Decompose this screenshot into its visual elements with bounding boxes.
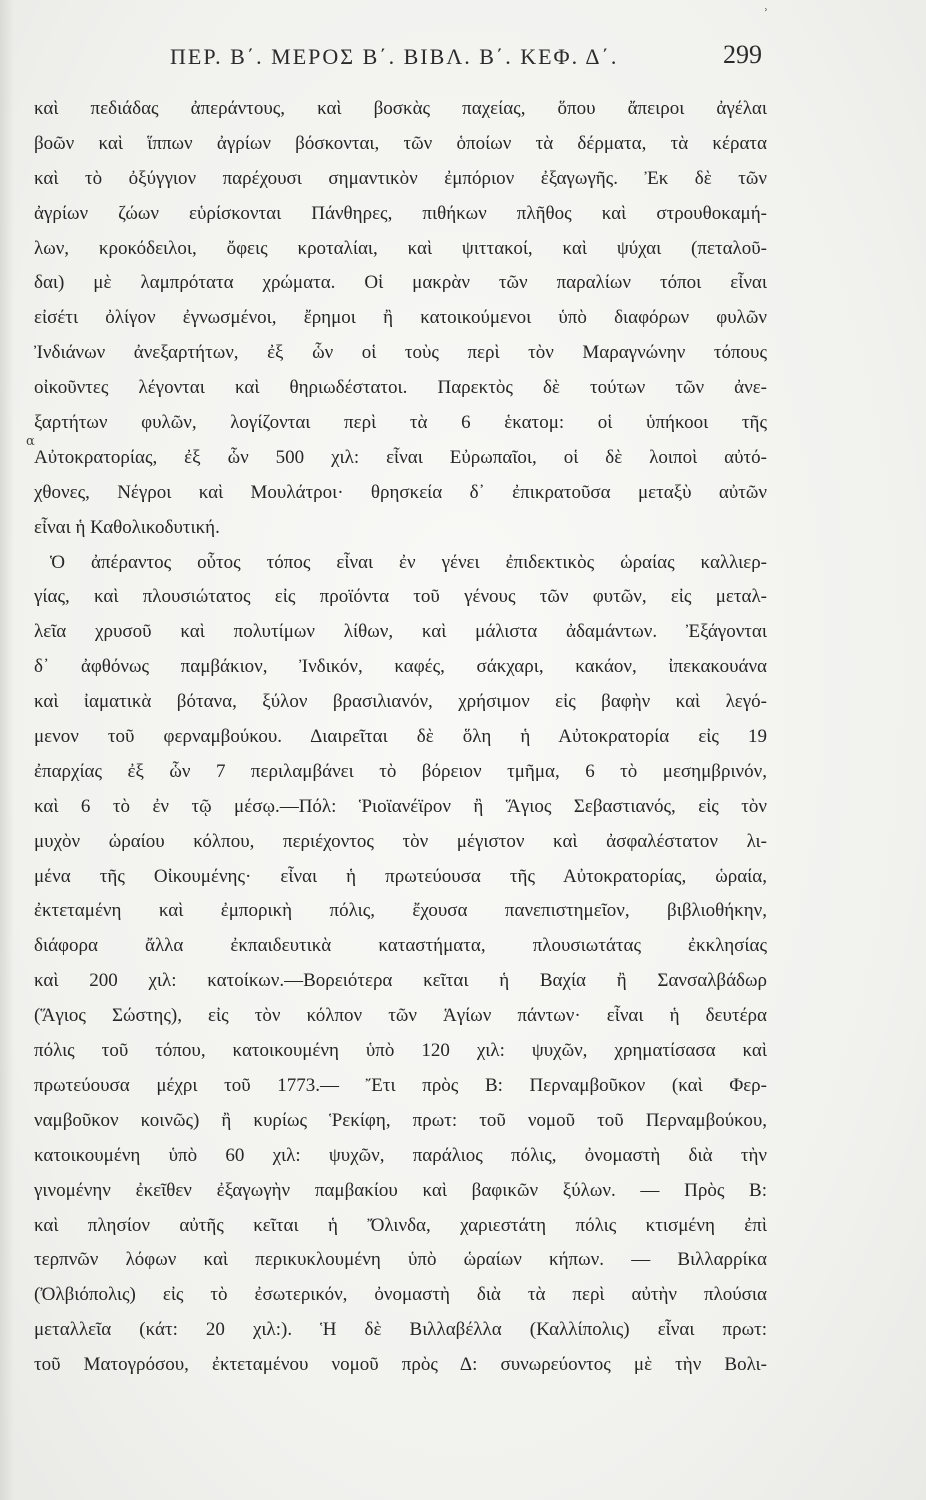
- text-line: δ᾽ ἀφθόνως παμβάκιον, Ἰνδικόν, καφές, σάκχαρι, κακάον, ἰπεκακουάνα: [34, 656, 767, 678]
- text-line: μενον τοῦ φερναμβούκου. Διαιρεῖται δὲ ὅλη ἡ Αὐτοκρατορία εἰς 19: [34, 726, 767, 748]
- text-line: ἐπαρχίας ἐξ ὧν 7 περιλαμβάνει τὸ βόρειον τμῆμα, 6 τὸ μεσημβρινόν,: [34, 760, 767, 782]
- text-line: μεταλλεῖα (κάτ: 20 χιλ:). Ἡ δὲ Βιλλαβέλλα (Καλλίπολις) εἶναι πρωτ:: [34, 1319, 767, 1341]
- text-line: τερπνῶν λόφων καὶ περικυκλουμένη ὑπὸ ὡραίων κήπων. — Βιλλαρρίκα: [34, 1249, 767, 1271]
- text-line: μυχὸν ὡραίου κόλπου, περιέχοντος τὸν μέγιστον καὶ ἀσφαλέστατον λι-: [34, 830, 767, 852]
- text-line: πόλις τοῦ τόπου, κατοικουμένη ὑπὸ 120 χιλ: ψυχῶν, χρηματίσασα καὶ: [34, 1040, 767, 1062]
- top-mark: ʾ: [764, 6, 768, 20]
- text-line: μένα τῆς Οἰκουμένης· εἶναι ἡ πρωτεύουσα τῆς Αὐτοκρατορίας, ὡραία,: [34, 865, 767, 887]
- text-line: (Ὀλβιόπολις) εἰς τὸ ἐσωτερικόν, ὀνομαστὴ διὰ τὰ περὶ αὐτὴν πλούσια: [34, 1284, 767, 1306]
- text-line: εἶναι ἡ Καθολικοδυτική.: [34, 516, 220, 538]
- text-line: εἰσέτι ὀλίγον ἐγνωσμένοι, ἔρημοι ἢ κατοικούμενοι ὑπὸ διαφόρων φυλῶν: [34, 307, 767, 329]
- text-line: καὶ τὸ ὀξύγγιον παρέχουσι σημαντικὸν ἐμπόριον ἐξαγωγῆς. Ἐκ δὲ τῶν: [34, 167, 767, 189]
- text-line: ναμβοῦκον κοινῶς) ἢ κυρίως Ῥεκίφη, πρωτ: τοῦ νομοῦ τοῦ Περναμβούκου,: [34, 1109, 767, 1131]
- text-line: δαι) μὲ λαμπρότατα χρώματα. Οἱ μακρὰν τῶν παραλίων τόποι εἶναι: [34, 272, 767, 294]
- text-line: καὶ πεδιάδας ἀπεράντους, καὶ βοσκὰς παχείας, ὅπου ἄπειροι ἀγέλαι: [34, 98, 767, 119]
- text-line: Ἰνδιάνων ἀνεξαρτήτων, ἐξ ὧν οἱ τοὺς περὶ τὸν Μαραγνώνην τόπους: [34, 342, 767, 364]
- text-line: Ὁ ἀπέραντος οὗτος τόπος εἶναι ἐν γένει ἐπιδεκτικὸς ὡραίας καλλιερ-: [50, 551, 767, 573]
- page-header: [170, 40, 762, 80]
- text-line: ἀγρίων ζώων εὑρίσκονται Πάνθηρες, πιθήκων πλῆθος καὶ στρουθοκαμή-: [34, 202, 767, 224]
- text-line: ξαρτήτων φυλῶν, λογίζονται περὶ τὰ 6 ἑκατομ: οἱ ὑπήκοοι τῆς: [34, 412, 767, 434]
- text-line: καὶ 200 χιλ: κατοίκων.—Βορειότερα κεῖται ἡ Βαχία ἢ Σανσαλβάδωρ: [34, 970, 767, 992]
- margin-mark: α: [26, 434, 35, 449]
- text-line: οἰκοῦντες λέγονται καὶ θηριωδέστατοι. Παρεκτὸς δὲ τούτων τῶν ἀνε-: [34, 377, 767, 399]
- text-line: κατοικουμένη ὑπὸ 60 χιλ: ψυχῶν, παράλιος πόλις, ὀνομαστὴ διὰ τὴν: [34, 1144, 767, 1166]
- page-number: 299: [723, 40, 762, 69]
- body-text: [34, 92, 767, 1383]
- text-line: καὶ πλησίον αὐτῆς κεῖται ἡ Ὄλινδα, χαριεστάτη πόλις κτισμένη ἐπὶ: [34, 1214, 767, 1236]
- text-line: λων, κροκόδειλοι, ὄφεις κροταλίαι, καὶ ψιττακοί, καὶ ψύχαι (πεταλοῦ-: [34, 237, 767, 259]
- text-line: γινομένην ἐκεῖθεν ἐξαγωγὴν παμβακίου καὶ βαφικῶν ξύλων. — Πρὸς Β:: [34, 1179, 767, 1201]
- text-line: διάφορα ἄλλα ἐκπαιδευτικὰ καταστήματα, πλουσιωτάτας ἐκκλησίας: [34, 935, 767, 957]
- text-line: λεῖα χρυσοῦ καὶ πολυτίμων λίθων, καὶ μάλιστα ἀδαμάντων. Ἐξάγονται: [34, 621, 767, 643]
- text-line: καὶ 6 τὸ ἐν τῷ μέσῳ.—Πόλ: Ῥιοϊανέϊρον ἢ Ἅγιος Σεβαστιανός, εἰς τὸν: [34, 795, 767, 817]
- text-line: πρωτεύουσα μέχρι τοῦ 1773.— Ἔτι πρὸς Β: Περναμβοῦκον (καὶ Φερ-: [34, 1074, 767, 1096]
- text-line: Αὐτοκρατορίας, ἐξ ὧν 500 χιλ: εἶναι Εὐρωπαῖοι, οἱ δὲ λοιποὶ αὐτό-: [34, 446, 767, 468]
- text-line: γίας, καὶ πλουσιώτατος εἰς προϊόντα τοῦ γένους τῶν φυτῶν, εἰς μεταλ-: [34, 586, 767, 608]
- text-line: χθονες, Νέγροι καὶ Μουλάτροι· θρησκεία δ᾽ ἐπικρατοῦσα μεταξὺ αὐτῶν: [34, 481, 767, 503]
- page-gutter-shadow: [0, 0, 14, 1500]
- text-line: ἐκτεταμένη καὶ ἐμπορικὴ πόλις, ἔχουσα πανεπιστημεῖον, βιβλιοθήκην,: [34, 900, 767, 922]
- text-line: καὶ ἰαματικὰ βότανα, ξύλον βρασιλιανόν, χρήσιμον εἰς βαφὴν καὶ λεγό-: [34, 691, 767, 713]
- text-line: τοῦ Ματογρόσου, ἐκτεταμένου νομοῦ πρὸς Δ: συνωρεύοντος μὲ τὴν Βολι-: [34, 1354, 767, 1376]
- text-line: (Ἅγιος Σώστης), εἰς τὸν κόλπον τῶν Ἁγίων πάντων· εἶναι ἡ δευτέρα: [34, 1005, 767, 1027]
- running-head: ΠΕΡ. Β΄. ΜΕΡΟΣ Β΄. ΒΙΒΛ. Β΄. ΚΕΦ. Δ΄.: [170, 44, 619, 69]
- text-line: βοῶν καὶ ἵππων ἀγρίων βόσκονται, τῶν ὁποίων τὰ δέρματα, τὰ κέρατα: [34, 132, 767, 154]
